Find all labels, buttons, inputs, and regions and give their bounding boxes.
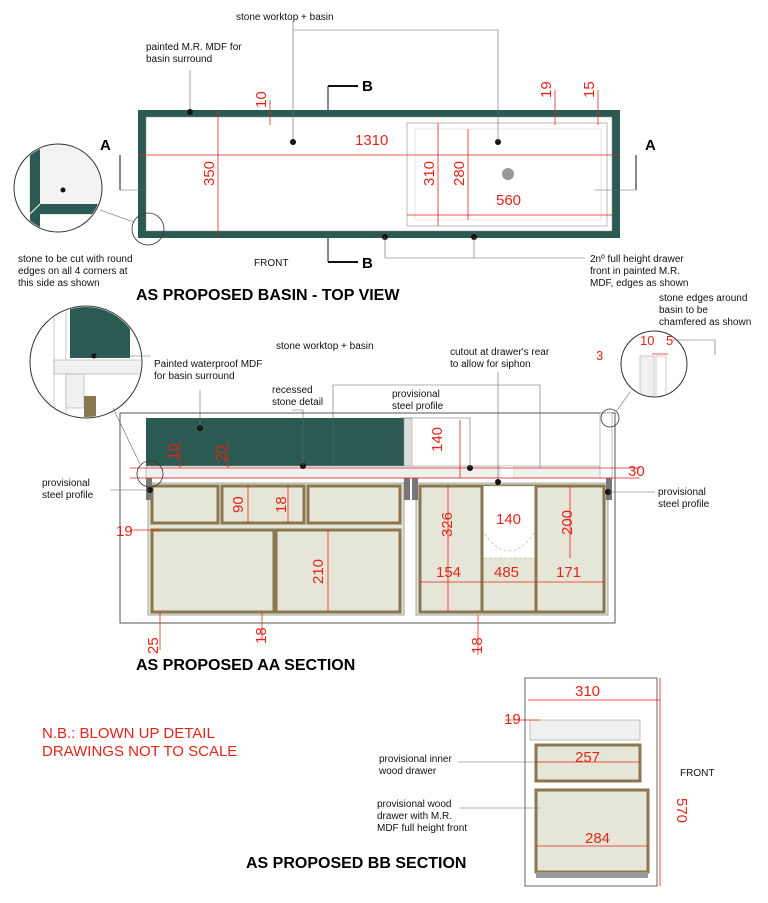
label-aa-steel-top-line2: steel profile (392, 401, 444, 412)
label-drawer-front-line2: front in painted M.R. (590, 266, 681, 277)
label-bb-inner-line2: wood drawer (379, 766, 437, 777)
dim-aa-25: 25 (145, 637, 162, 654)
dim-aa-18a: 18 (273, 496, 290, 513)
dim-10: 10 (253, 91, 270, 108)
label-aa-chamfer-line3: chamfered as shown (659, 317, 752, 328)
dim-aa-171: 171 (556, 564, 582, 581)
drain-hole (502, 168, 514, 180)
dim-aa-210: 210 (310, 558, 327, 584)
dim-280: 280 (451, 160, 468, 186)
dim-aa-10: 10 (165, 443, 182, 460)
dim-560: 560 (496, 192, 522, 209)
dim-bb-570: 570 (673, 798, 690, 824)
label-bb-inner-line1: provisional inner (379, 754, 452, 765)
label-aa-steel-right-line2: steel profile (658, 499, 710, 510)
label-front-top-view: FRONT (254, 258, 289, 269)
dim-aa-90: 90 (230, 496, 247, 513)
label-aa-steel-right-line1: provisional (658, 487, 706, 498)
label-aa-recessed-line2: stone detail (272, 397, 324, 408)
label-stone-cut-line3: this side as shown (18, 278, 100, 289)
dim-aa-326: 326 (439, 511, 456, 537)
title-top-view: AS PROPOSED BASIN - TOP VIEW (136, 287, 400, 304)
label-mdf-line2: basin surround (146, 54, 213, 65)
dim-aa-10b: 10 (640, 333, 655, 348)
label-aa-recessed-line1: recessed (272, 385, 313, 396)
dim-aa-3: 3 (596, 348, 604, 363)
label-bb-wood-line3: MDF full height front (377, 823, 468, 834)
dim-bb-257: 257 (575, 749, 601, 766)
dim-aa-18c: 18 (469, 637, 486, 654)
label-bb-front: FRONT (680, 768, 715, 779)
label-aa-steel-left-line1: provisional (42, 478, 90, 489)
dim-aa-19: 19 (116, 523, 133, 540)
label-bb-wood-line2: drawer with M.R. (377, 811, 453, 822)
dim-aa-20: 20 (213, 445, 230, 462)
label-drawer-front-line3: MDF, edges as shown (590, 278, 689, 289)
dim-aa-200: 200 (559, 509, 576, 535)
label-mdf-line1: painted M.R. MDF for (146, 42, 242, 53)
section-marker-b-top: B (362, 78, 373, 95)
dim-310: 310 (421, 160, 438, 186)
label-stone-cut-line2: edges on all 4 corners at (18, 266, 128, 277)
title-bb-section: AS PROPOSED BB SECTION (246, 855, 467, 872)
label-aa-chamfer-line2: basin to be (659, 305, 708, 316)
dim-bb-284: 284 (585, 830, 611, 847)
dim-aa-140b: 140 (496, 511, 522, 528)
label-bb-wood-line1: provisional wood (377, 799, 452, 810)
label-stone-worktop-top: stone worktop + basin (236, 12, 334, 23)
aa-section (30, 293, 751, 674)
label-aa-steel-top-line1: provisional (392, 389, 440, 400)
right-drawer-unit (416, 483, 608, 615)
section-marker-b-bottom: B (362, 255, 373, 272)
label-aa-stone-worktop: stone worktop + basin (276, 341, 374, 352)
dim-aa-30: 30 (628, 463, 645, 480)
label-aa-cutout-line1: cutout at drawer's rear (450, 347, 550, 358)
dim-1310: 1310 (355, 132, 389, 149)
dim-aa-154: 154 (436, 564, 462, 581)
dim-aa-485: 485 (494, 564, 520, 581)
dim-bb-310: 310 (575, 683, 601, 700)
dim-19: 19 (538, 81, 555, 98)
dim-aa-5: 5 (666, 333, 674, 348)
label-aa-cutout-line2: to allow for siphon (450, 359, 531, 370)
label-aa-chamfer-line1: stone edges around (659, 293, 748, 304)
dim-aa-18b: 18 (253, 627, 270, 644)
note-line2: DRAWINGS NOT TO SCALE (42, 743, 238, 760)
dim-bb-19: 19 (504, 711, 521, 728)
section-marker-a-left: A (100, 137, 111, 154)
dim-350: 350 (201, 160, 218, 186)
dim-15: 15 (581, 81, 598, 98)
section-marker-a-right: A (645, 137, 656, 154)
label-stone-cut-line1: stone to be cut with round (18, 254, 133, 265)
mdf-basin-surround (146, 418, 408, 468)
label-aa-mdf-line1: Painted waterproof MDF (154, 359, 263, 370)
dim-aa-140a: 140 (429, 426, 446, 452)
label-drawer-front-line1: 2nº full height drawer (590, 254, 684, 265)
bb-section (246, 678, 714, 886)
label-aa-steel-left-line2: steel profile (42, 490, 94, 501)
top-view (14, 12, 688, 304)
title-aa-section: AS PROPOSED AA SECTION (136, 657, 356, 674)
label-aa-mdf-line2: for basin surround (154, 371, 235, 382)
note-line1: N.B.: BLOWN UP DETAIL (42, 725, 215, 742)
